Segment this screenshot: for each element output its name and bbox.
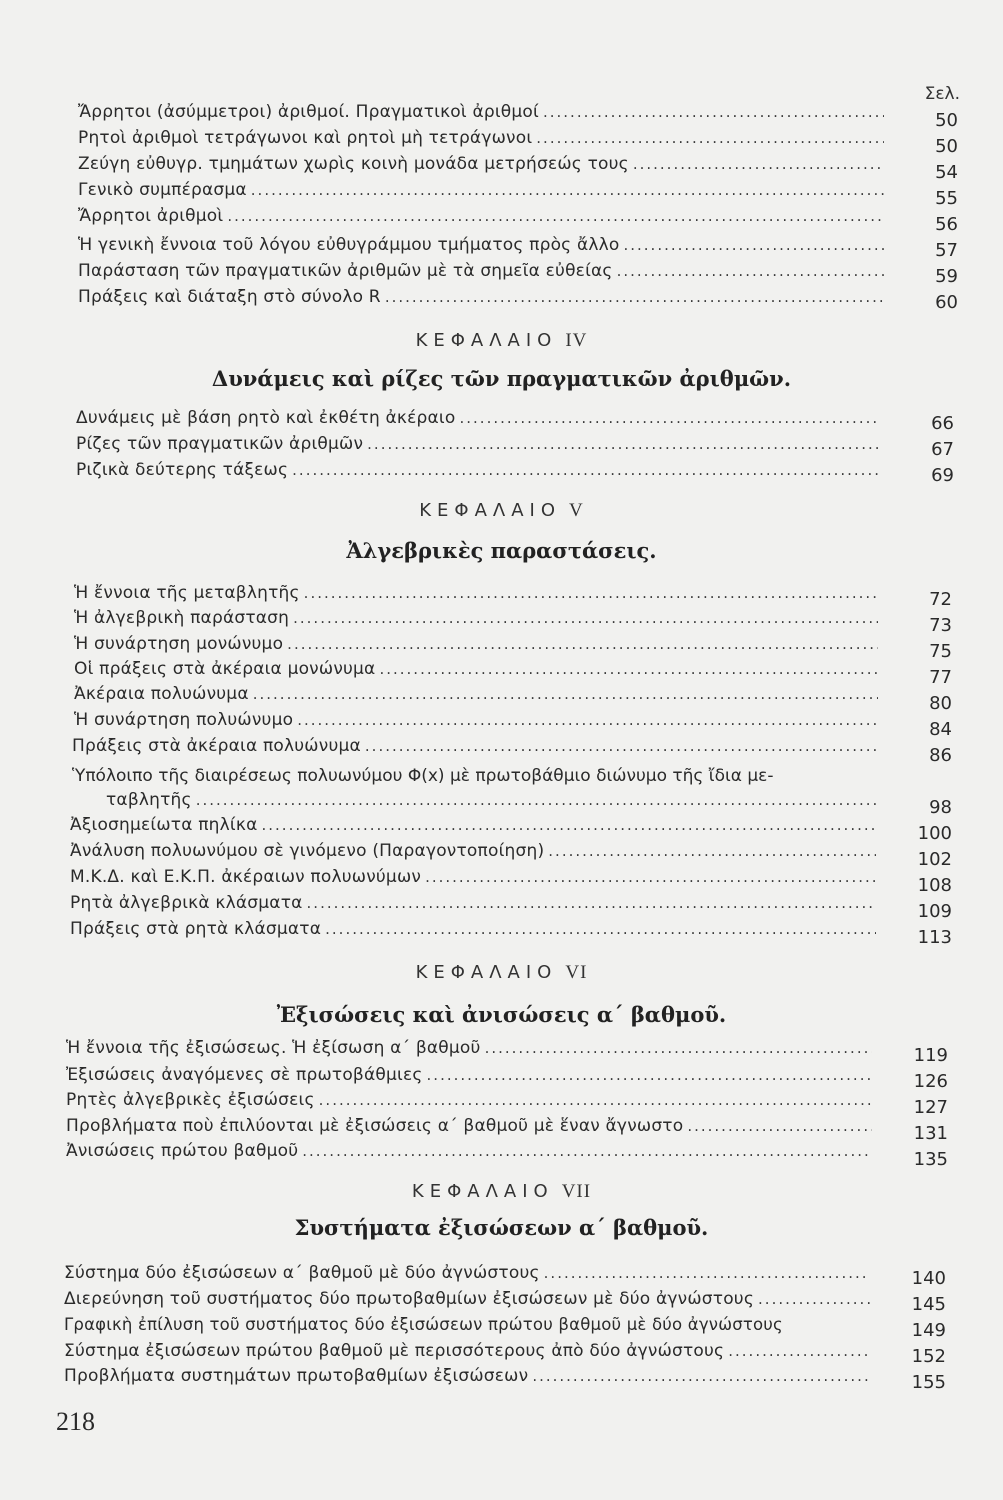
toc-entry-page: 50	[935, 110, 958, 131]
toc-entry-title: Ἡ γενικὴ ἔννοια τοῦ λόγου εὐθυγράμμου τμήματος πρὸς ἄλλο	[78, 235, 620, 255]
toc-entry-title: Σύστημα ἐξισώσεων πρώτου βαθμοῦ μὲ περισσότερους ἀπὸ δύο ἀγνώστους	[64, 1341, 725, 1361]
chapter-label: ΚΕΦΑΛΑΙΟ	[411, 1181, 554, 1202]
toc-entry	[74, 634, 884, 654]
toc-entry	[64, 1289, 876, 1309]
chapter-title: Δυνάμεις καὶ ρίζες τῶν πραγματικῶν ἀριθμῶν.	[211, 366, 792, 391]
toc-entry-title: Ἡ συνάρτηση πολυώνυμο	[74, 710, 294, 730]
toc-entry	[78, 261, 890, 281]
toc-entry-title: Ἀνάλυση πολυωνύμου σὲ γινόμενο (Παραγοντοποίηση)	[70, 841, 545, 861]
toc-entry-title: Ἀνισώσεις πρώτου βαθμοῦ	[66, 1141, 299, 1161]
toc-entry-title: Πράξεις στὰ ρητὰ κλάσματα	[70, 919, 322, 939]
leader-dots	[196, 791, 876, 809]
toc-entry	[66, 1116, 878, 1136]
leader-dots	[251, 181, 884, 199]
toc-entry-page: 80	[929, 693, 952, 714]
chapter-title: Ἀλγεβρικὲς παραστάσεις.	[346, 538, 657, 563]
chapter-title: Συστήματα ἐξισώσεων α΄ βαθμοῦ.	[294, 1215, 709, 1240]
toc-entry-page: 60	[935, 292, 958, 313]
toc-entry	[76, 460, 886, 480]
toc-entry	[70, 919, 882, 939]
chapter-label: ΚΕΦΑΛΑΙΟ	[415, 962, 558, 983]
toc-entry	[74, 583, 884, 603]
toc-entry-page: 57	[935, 240, 958, 261]
leader-dots	[544, 1264, 870, 1282]
leader-dots	[307, 894, 876, 912]
toc-entry-title: Ἀκέραια πολυώνυμα	[74, 684, 249, 704]
leader-dots	[425, 868, 876, 886]
toc-entry	[66, 1090, 878, 1110]
leader-dots	[548, 842, 876, 860]
leader-dots	[292, 461, 880, 479]
toc-entry-page: 67	[931, 439, 954, 460]
toc-entry-title: Διερεύνηση τοῦ συστήματος δύο πρωτοβαθμίων ἐξισώσεων μὲ δύο ἀγνώστους	[64, 1289, 755, 1309]
chapter-numeral: VI	[565, 962, 588, 983]
leader-dots	[532, 1367, 870, 1385]
toc-entry-page: 73	[929, 615, 952, 636]
toc-entry-page: 155	[911, 1372, 946, 1393]
toc-entry-title: Μ.Κ.Δ. καὶ Ε.Κ.Π. ἀκέραιων πολυωνύμων	[70, 867, 422, 887]
toc-entry-title: Ἡ ἀλγεβρικὴ παράσταση	[74, 608, 290, 628]
chapter-numeral: VII	[561, 1181, 592, 1202]
toc-entry	[74, 608, 884, 628]
toc-entry	[72, 736, 884, 756]
toc-entry-title: Ζεύγη εὐθυγρ. τμημάτων χωρὶς κοινὴ μονάδα μετρήσεώς τους	[78, 154, 629, 174]
toc-entry-title: Ἄρρητοι (ἀσύμμετροι) ἀριθμοί. Πραγματικοὶ ἀριθμοί	[78, 102, 539, 122]
leader-dots	[728, 1342, 870, 1360]
toc-entry	[70, 841, 882, 861]
toc-entry	[78, 206, 890, 226]
leader-dots	[367, 435, 880, 453]
toc-entry-page: 140	[911, 1268, 946, 1289]
toc-entry	[74, 659, 884, 679]
leader-dots	[297, 711, 878, 729]
toc-entry-page: 131	[913, 1123, 948, 1144]
toc-entry	[64, 1315, 884, 1334]
toc-entry	[106, 790, 882, 810]
toc-entry-page: 98	[929, 797, 952, 818]
chapter-numeral: V	[569, 500, 584, 521]
toc-entry-title: Παράσταση τῶν πραγματικῶν ἀριθμῶν μὲ τὰ σημεῖα εὐθείας	[78, 261, 613, 281]
page-column-header: Σελ.	[924, 84, 960, 104]
toc-entry-page: 66	[931, 413, 954, 434]
toc-entry-page: 72	[929, 589, 952, 610]
toc-entry	[74, 684, 884, 704]
toc-entry-page: 77	[929, 667, 952, 688]
toc-entry-page: 86	[929, 745, 952, 766]
toc-entry	[64, 1366, 876, 1386]
toc-entry-page: 109	[917, 901, 952, 922]
toc-entry-title: Γραφικὴ ἐπίλυση τοῦ συστήματος δύο ἐξισώσεων πρώτου βαθμοῦ μὲ δύο ἀγνώστους	[64, 1315, 783, 1334]
toc-entry-title: Ρητὰ ἀλγεβρικὰ κλάσματα	[70, 893, 303, 913]
leader-dots	[253, 685, 878, 703]
toc-entry-page: 100	[917, 823, 952, 844]
toc-entry	[66, 1141, 878, 1161]
toc-entry	[64, 1341, 876, 1361]
toc-entry-page: 135	[913, 1149, 948, 1170]
toc-entry-title: Ἄρρητοι ἀριθμοὶ	[78, 206, 224, 226]
leader-dots	[536, 129, 884, 147]
leader-dots	[460, 409, 881, 427]
toc-entry	[70, 893, 882, 913]
toc-entry-page: 126	[913, 1071, 948, 1092]
toc-entry-page: 84	[929, 719, 952, 740]
toc-entry	[66, 1038, 878, 1058]
chapter-label: ΚΕΦΑΛΑΙΟ	[419, 500, 562, 521]
chapter-title: Ἐξισώσεις καὶ ἀνισώσεις α΄ βαθμοῦ.	[276, 1002, 727, 1027]
toc-entry-title: Ριζικὰ δεύτερης τάξεως	[76, 460, 289, 480]
toc-entry-page: 127	[913, 1097, 948, 1118]
toc-entry	[78, 102, 890, 122]
toc-entry	[76, 408, 886, 428]
toc-entry	[78, 235, 890, 255]
toc-entry	[70, 867, 882, 887]
toc-entry-page: 59	[935, 266, 958, 287]
chapter-heading	[0, 962, 1003, 984]
toc-entry-page: 108	[917, 875, 952, 896]
leader-dots	[325, 920, 876, 938]
toc-entry	[78, 128, 890, 148]
toc-entry-page: 119	[913, 1045, 948, 1066]
toc-entry-page: 55	[935, 188, 958, 209]
leader-dots	[617, 262, 884, 280]
chapter-heading	[0, 500, 1003, 522]
toc-entry-page: 69	[931, 465, 954, 486]
toc-entry-title: Ἡ συνάρτηση μονώνυμο	[74, 634, 284, 654]
toc-entry-title: Ὑπόλοιπο τῆς διαιρέσεως πολυωνύμου Φ(x) μὲ πρωτοβάθμιο διώνυμο τῆς ἴδια με-	[72, 766, 774, 786]
toc-entry-title: Προβλήματα ποὺ ἐπιλύονται μὲ ἐξισώσεις α΄ βαθμοῦ μὲ ἕναν ἄγνωστο	[66, 1116, 684, 1136]
toc-entry-page: 113	[917, 927, 952, 948]
toc-entry-title: Ἀξιοσημείωτα πηλίκα	[70, 815, 258, 835]
leader-dots	[365, 737, 878, 755]
toc-entry-page: 75	[929, 641, 952, 662]
leader-dots	[319, 1091, 872, 1109]
toc-entry	[64, 1263, 876, 1283]
toc-entry-page: 50	[935, 136, 958, 157]
chapter-heading	[0, 1181, 1003, 1203]
toc-entry-title: Ἡ ἔννοια τῆς μεταβλητῆς	[74, 583, 300, 603]
toc-entry-page: 152	[911, 1346, 946, 1367]
toc-entry-page: 149	[911, 1320, 946, 1341]
toc-entry-title: Πράξεις στὰ ἀκέραια πολυώνυμα	[72, 736, 361, 756]
leader-dots	[227, 207, 884, 225]
toc-entry-title: Σύστημα δύο ἐξισώσεων α΄ βαθμοῦ μὲ δύο ἀγνώστους	[64, 1263, 540, 1283]
toc-entry	[78, 287, 890, 307]
toc-entry-page: 145	[911, 1294, 946, 1315]
leader-dots	[623, 236, 884, 254]
chapter-label: ΚΕΦΑΛΑΙΟ	[415, 330, 558, 351]
leader-dots	[302, 1142, 872, 1160]
leader-dots	[385, 288, 884, 306]
toc-entry	[74, 710, 884, 730]
leader-dots	[304, 584, 878, 602]
leader-dots	[485, 1039, 872, 1057]
toc-entry-page: 56	[935, 214, 958, 235]
leader-dots	[287, 635, 878, 653]
toc-entry-title: Ἡ ἔννοια τῆς ἐξισώσεως. Ἡ ἐξίσωση α΄ βαθμοῦ	[66, 1038, 481, 1058]
toc-entry	[78, 154, 890, 174]
toc-entry-title: Ρίζες τῶν πραγματικῶν ἀριθμῶν	[76, 434, 364, 454]
leader-dots	[543, 103, 884, 121]
leader-dots	[687, 1117, 872, 1135]
toc-entry-title: Ρητοὶ ἀριθμοὶ τετράγωνοι καὶ ρητοὶ μὴ τετράγωνοι	[78, 128, 533, 148]
toc-entry-page: 54	[935, 162, 958, 183]
toc-entry-title: Προβλήματα συστημάτων πρωτοβαθμίων ἐξισώσεων	[64, 1366, 529, 1386]
toc-entry-title: Γενικὸ συμπέρασμα	[78, 180, 247, 200]
leader-dots	[633, 155, 884, 173]
chapter-numeral: IV	[565, 330, 588, 351]
chapter-heading	[0, 330, 1003, 352]
leader-dots	[293, 609, 878, 627]
toc-entry	[70, 815, 882, 835]
toc-entry-title: Δυνάμεις μὲ βάση ρητὸ καὶ ἐκθέτη ἀκέραιο	[76, 408, 456, 428]
leader-dots	[427, 1066, 872, 1084]
toc-entry	[78, 180, 890, 200]
leader-dots	[262, 816, 877, 834]
page-number: 218	[56, 1407, 95, 1436]
toc-entry-title: Πράξεις καὶ διάταξη στὸ σύνολο R	[78, 287, 381, 307]
toc-entry-title-continued: ταβλητῆς	[106, 790, 192, 810]
leader-dots	[758, 1290, 870, 1308]
toc-entry-page: 102	[917, 849, 952, 870]
leader-dots	[379, 660, 878, 678]
toc-entry	[66, 1065, 878, 1085]
toc-entry-title: Ρητὲς ἀλγεβρικὲς ἐξισώσεις	[66, 1090, 315, 1110]
toc-entry-title: Οἱ πράξεις στὰ ἀκέραια μονώνυμα	[74, 659, 376, 679]
toc-entry	[76, 434, 886, 454]
toc-entry-title: Ἐξισώσεις ἀναγόμενες σὲ πρωτοβάθμιες	[66, 1065, 423, 1085]
